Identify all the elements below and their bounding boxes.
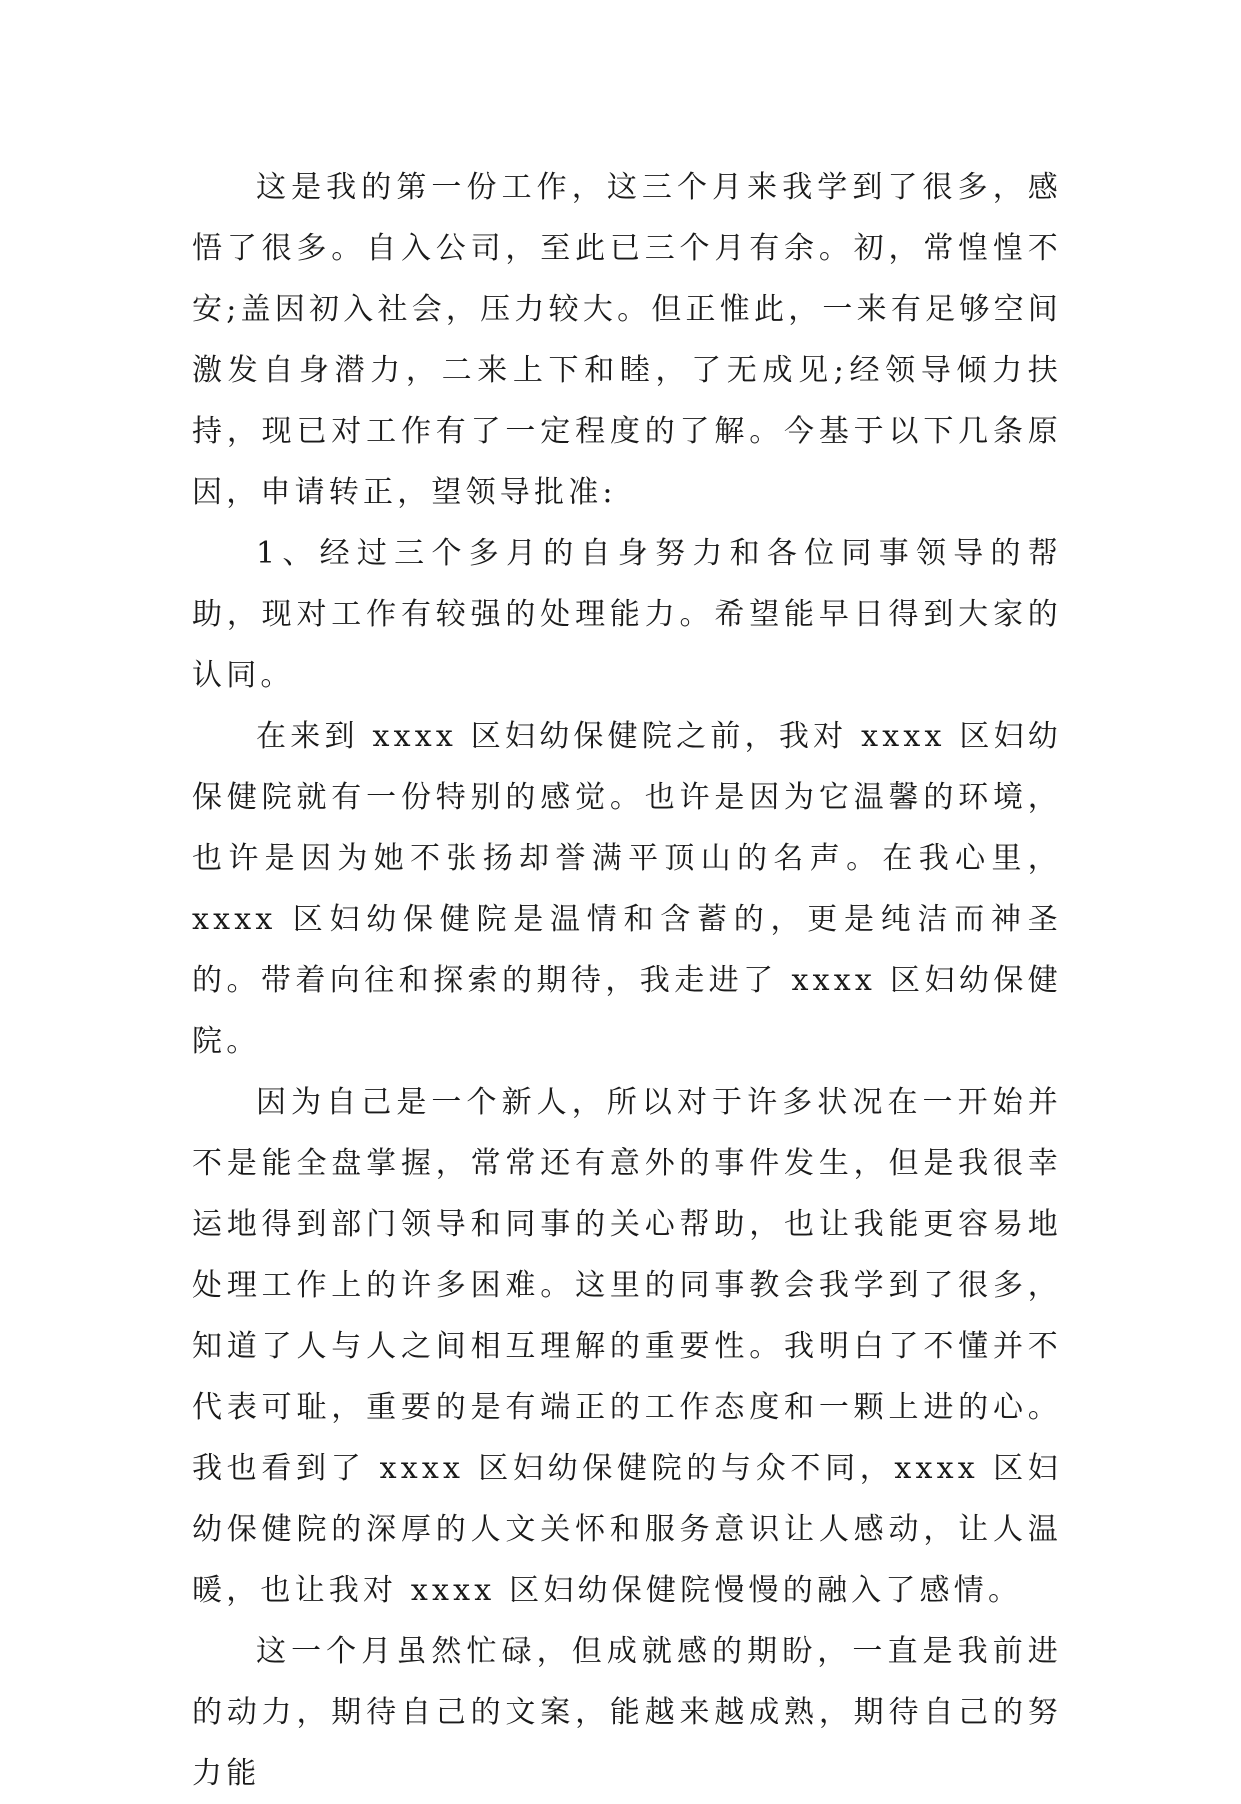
paragraph-intro: 这是我的第一份工作，这三个月来我学到了很多，感悟了很多。自入公司，至此已三个月有余。初，常惶惶不安;盖因初入社会，压力较大。但正惟此，一来有足够空间激发自身潜力，二来上下和睦，了无成见;经领导倾力扶持，现已对工作有了一定程度的了解。今基于以下几条原因，申请转正，望领导批准: [192,170,1062,510]
paragraph-reason-1: 1、经过三个多月的自身努力和各位同事领导的帮助，现对工作有较强的处理能力。希望能早日得到大家的认同。 [192,536,1062,693]
paragraph-colleagues-help: 因为自己是一个新人，所以对于许多状况在一开始并不是能全盘掌握，常常还有意外的事件发生，但是我很幸运地得到部门领导和同事的关心帮助，也让我能更容易地处理工作上的许多困难。这里的同事教会我学到了很多，知道了人与人之间相互理解的重要性。我明白了不懂并不代表可耻，重要的是有端正的工作态度和一颗上进的心。我也看到了 xxxx 区妇幼保健院的与众不同，xxxx 区妇幼保健院的深厚的人文关怀和服务意识让人感动，让人温暖，也让我对 xxxx 区妇幼保健院慢慢的融入了感情。 [192,1085,1062,1608]
paragraph-hospital-impression: 在来到 xxxx 区妇幼保健院之前，我对 xxxx 区妇幼保健院就有一份特别的感觉。也许是因为它温馨的环境，也许是因为她不张扬却誉满平顶山的名声。在我心里，xxxx 区妇幼保健院是温情和含蓄的，更是纯洁而神圣的。带着向往和探索的期待，我走进了 xxxx 区妇幼保健院。 [192,719,1062,1059]
paragraph-motivation: 这一个月虽然忙碌，但成就感的期盼，一直是我前进的动力，期待自己的文案，能越来越成熟，期待自己的努力能 [192,1634,1062,1791]
document-body [192,157,1062,1804]
